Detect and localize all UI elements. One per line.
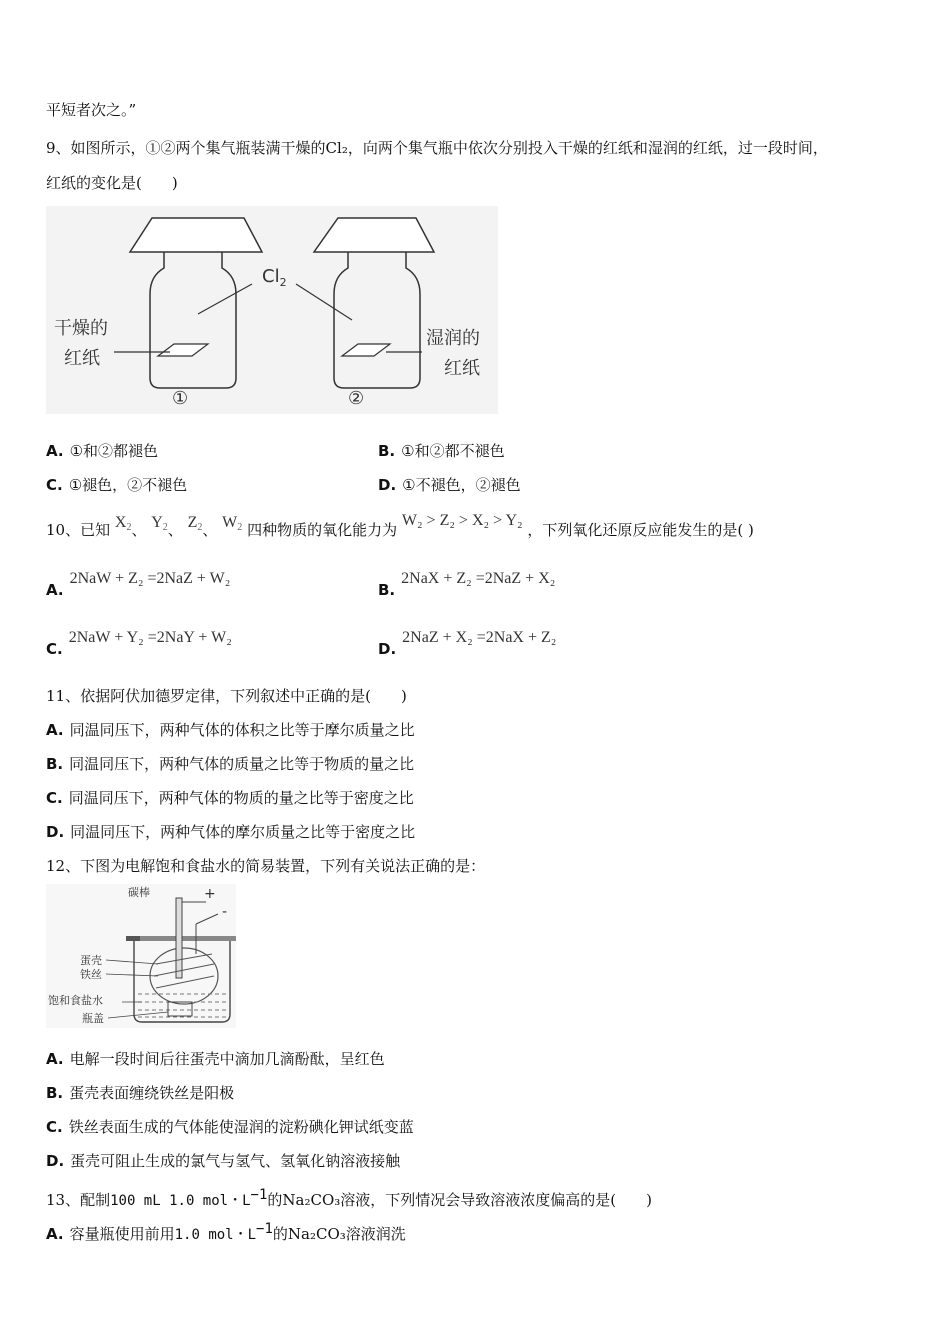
minus-sign: -: [222, 904, 228, 920]
q12-option-c: C. 铁丝表面生成的气体能使湿润的淀粉碘化钾试纸变蓝: [46, 1118, 414, 1136]
dry-paper-label-2: 红纸: [64, 348, 100, 369]
q12-option-b: B. 蛋壳表面缠绕铁丝是阳极: [46, 1084, 235, 1102]
cl2-label: $Cl_2$: [262, 266, 287, 289]
q11-option-b: B. 同温同压下，两种气体的质量之比等于物质的量之比: [46, 755, 415, 773]
wet-paper-label-1: 湿润的: [426, 328, 480, 349]
plus-sign: +: [204, 886, 216, 902]
q13-option-a: A. 容量瓶使用前用1.0 mol・L−1的Na₂CO₃溶液润洗: [46, 1221, 406, 1243]
iron-wire-label: 铁丝: [80, 968, 102, 981]
intro-tail: 平短者次之。”: [46, 101, 137, 119]
species-z: $Z_2$: [187, 514, 203, 533]
wet-paper-label-2: 红纸: [444, 358, 480, 379]
q9-stem-line2: 红纸的变化是( ): [46, 174, 178, 192]
q9-option-b: B. ①和②都不褪色: [378, 442, 505, 460]
q12-stem: 12、下图为电解饱和食盐水的简易装置，下列有关说法正确的是：: [46, 857, 486, 875]
q12-option-a: A. 电解一段时间后往蛋壳中滴加几滴酚酞，呈红色: [46, 1050, 385, 1068]
oxidizing-order: W₂ > Z₂ > X₂ > Y₂: [401, 512, 523, 529]
species-w: $W_2$: [222, 514, 243, 533]
q11-option-d: D. 同温同压下，两种气体的摩尔质量之比等于密度之比: [46, 823, 416, 841]
q10-option-d: D.2NaZ + X₂ =2NaX + Z₂: [378, 629, 557, 658]
q11-option-a: A. 同温同压下，两种气体的体积之比等于摩尔质量之比: [46, 721, 415, 739]
q12-electrolysis-figure: [46, 884, 236, 1032]
q13-stem: 13、配制100 mL 1.0 mol・L−1的Na₂CO₃溶液，下列情况会导致溶液浓度偏高的是( ): [46, 1187, 652, 1209]
bottle-cap-label: 瓶盖: [82, 1012, 104, 1025]
q11-stem: 11、依据阿伏加德罗定律，下列叙述中正确的是( ): [46, 687, 407, 705]
bottle-1-label: ①: [172, 388, 189, 409]
q10-option-a: A.2NaW + Z₂ =2NaZ + W₂: [46, 570, 231, 599]
bottle-2-label: ②: [348, 388, 365, 409]
q9-option-a: A. ①和②都褪色: [46, 442, 159, 460]
q12-option-d: D. 蛋壳可阻止生成的氯气与氢气、氢氧化钠溶液接触: [46, 1152, 401, 1170]
brine-label: 饱和食盐水: [48, 994, 103, 1007]
q9-stem-line1: 9、如图所示，①②两个集气瓶装满干燥的Cl₂，向两个集气瓶中依次分别投入干燥的红纸和湿润的红纸，过一段时间，: [46, 139, 828, 157]
dry-paper-label-1: 干燥的: [54, 318, 108, 339]
q10-option-b: B.2NaX + Z₂ =2NaZ + X₂: [378, 570, 556, 599]
eggshell-label: 蛋壳: [80, 954, 102, 967]
q10-option-c: C.2NaW + Y₂ =2NaY + W₂: [46, 629, 232, 658]
q9-option-c: C. ①褪色，②不褪色: [46, 476, 188, 494]
q9-gas-bottles-figure: [46, 206, 498, 418]
species-x: $X_2$: [114, 514, 132, 533]
carbon-rod-label: 碳棒: [128, 886, 150, 899]
species-y: $Y_2$: [151, 514, 168, 533]
q9-option-d: D. ①不褪色，②褪色: [378, 476, 521, 494]
q10-stem: 10、已知 $X_2$、 $Y_2$、 $Z_2$、 $W_2$ 四种物质的氧化能力为 W₂ > Z₂ > X₂ > Y₂ ，下列氧化还原反应能发生的是( ): [46, 512, 754, 539]
q11-option-c: C. 同温同压下，两种气体的物质的量之比等于密度之比: [46, 789, 414, 807]
